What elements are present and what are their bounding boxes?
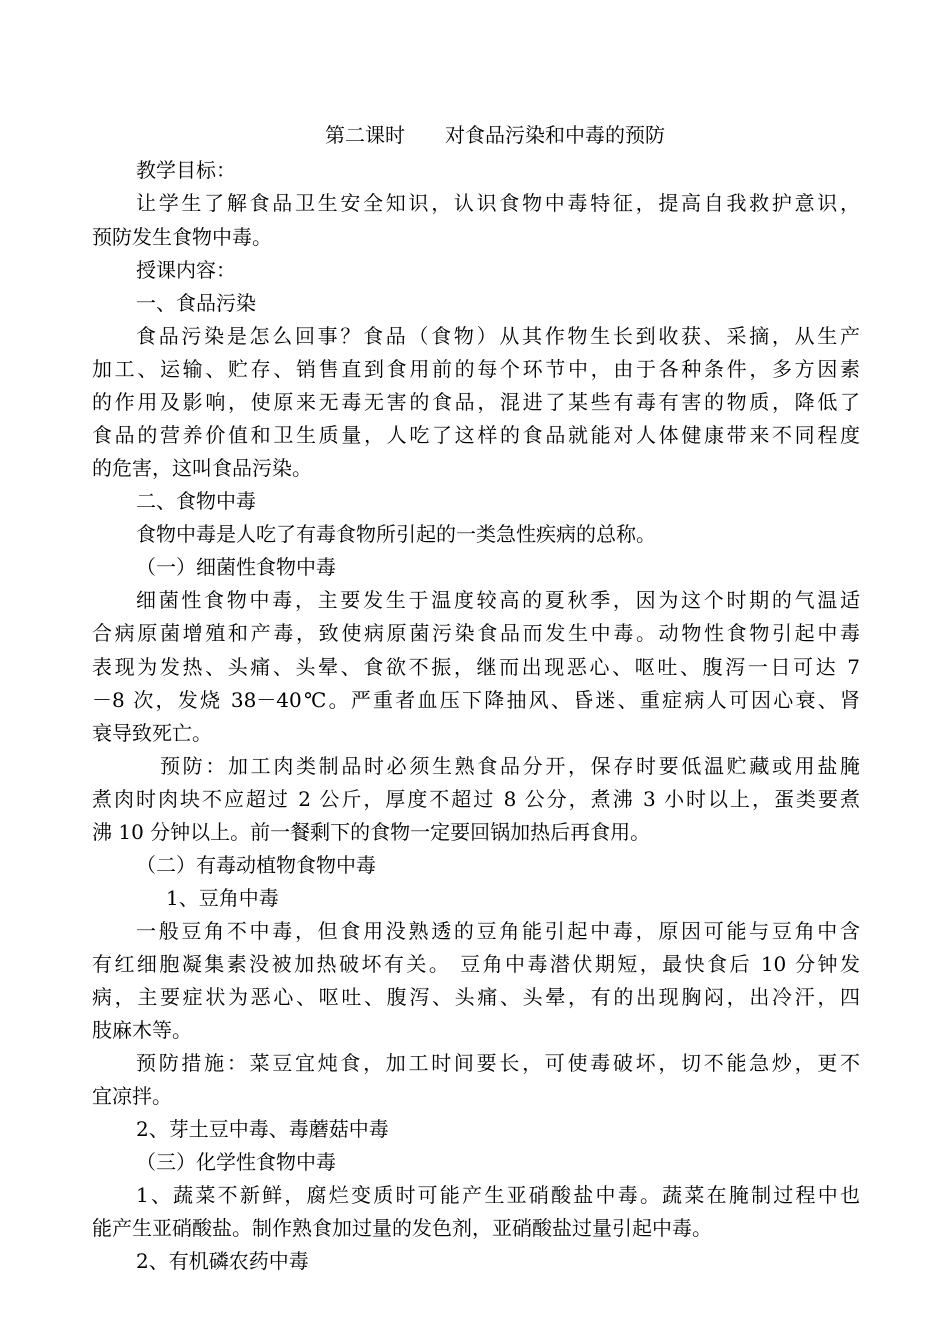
paragraph-line: 表现为发热、头痛、头晕、食欲不振，继而出现恶心、呕吐、腹泻一日可达 7 — [92, 655, 860, 679]
paragraph-line: 让学生了解食品卫生安全知识，认识食物中毒特征，提高自我救护意识， — [136, 191, 860, 215]
paragraph-line: 加工、运输、贮存、销售直到食用前的每个环节中，由于各种条件，多方因素 — [92, 357, 860, 381]
paragraph-line: 细菌性食物中毒，主要发生于温度较高的夏秋季，因为这个时期的气温适 — [136, 588, 860, 612]
lesson-title: 第二课时 对食品污染和中毒的预防 — [325, 123, 665, 147]
subsection-heading: （三）化学性食物中毒 — [136, 1150, 336, 1174]
subsection-heading: （二）有毒动植物食物中毒 — [136, 853, 376, 877]
paragraph-line: 宜凉拌。 — [92, 1084, 172, 1108]
paragraph-line: 病，主要症状为恶心、呕吐、腹泻、头痛、头晕，有的出现胸闷，出冷汗，四 — [92, 985, 860, 1009]
paragraph-line: 煮肉时肉块不应超过 2 公斤，厚度不超过 8 公分，煮沸 3 小时以上，蛋类要煮 — [92, 787, 860, 811]
paragraph-line: 食品污染是怎么回事？食品（食物）从其作物生长到收获、采摘，从生产 — [136, 324, 860, 348]
subsection-heading: 1、豆角中毒 — [166, 886, 279, 910]
paragraph-line: 预防：加工肉类制品时必须生熟食品分开，保存时要低温贮藏或用盐腌 — [160, 754, 860, 778]
paragraph-line: 1、蔬菜不新鲜，腐烂变质时可能产生亚硝酸盐中毒。蔬菜在腌制过程中也 — [136, 1183, 860, 1207]
subsection-heading: 2、有机磷农药中毒 — [136, 1249, 309, 1273]
paragraph-line: 食品的营养价值和卫生质量，人吃了这样的食品就能对人体健康带来不同程度 — [92, 423, 860, 447]
paragraph-line: 预防措施：菜豆宜炖食，加工时间要长，可使毒破坏，切不能急炒，更不 — [136, 1051, 860, 1075]
paragraph-line: 衰导致死亡。 — [92, 721, 212, 745]
paragraph-line: 的作用及影响，使原来无毒无害的食品，混进了某些有毒有害的物质，降低了 — [92, 390, 860, 414]
paragraph-line: 的危害，这叫食品污染。 — [92, 456, 312, 480]
section-heading: 二、食物中毒 — [136, 489, 256, 513]
subsection-heading: 2、芽土豆中毒、毒蘑菇中毒 — [136, 1117, 389, 1141]
paragraph-line: －8 次，发烧 38－40℃。严重者血压下降抽风、昏迷、重症病人可因心衰、肾 — [92, 688, 860, 712]
section-heading: 一、食品污染 — [136, 291, 256, 315]
paragraph-line: 能产生亚硝酸盐。制作熟食加过量的发色剂，亚硝酸盐过量引起中毒。 — [92, 1216, 712, 1240]
paragraph-line: 一般豆角不中毒，但食用没熟透的豆角能引起中毒，原因可能与豆角中含 — [136, 919, 860, 943]
paragraph-line: 合病原菌增殖和产毒，致使病原菌污染食品而发生中毒。动物性食物引起中毒 — [92, 621, 860, 645]
paragraph-line: 肢麻木等。 — [92, 1018, 192, 1042]
paragraph-line: 沸 10 分钟以上。前一餐剩下的食物一定要回锅加热后再食用。 — [92, 820, 651, 844]
section-heading: 授课内容： — [136, 258, 236, 282]
subsection-heading: （一）细菌性食物中毒 — [136, 555, 336, 579]
paragraph-line: 有红细胞凝集素没被加热破坏有关。 豆角中毒潜伏期短，最快食后 10 分钟发 — [92, 952, 860, 976]
section-heading: 教学目标： — [136, 158, 236, 182]
paragraph-line: 预防发生食物中毒。 — [92, 225, 272, 249]
paragraph-line: 食物中毒是人吃了有毒食物所引起的一类急性疾病的总称。 — [136, 522, 656, 546]
